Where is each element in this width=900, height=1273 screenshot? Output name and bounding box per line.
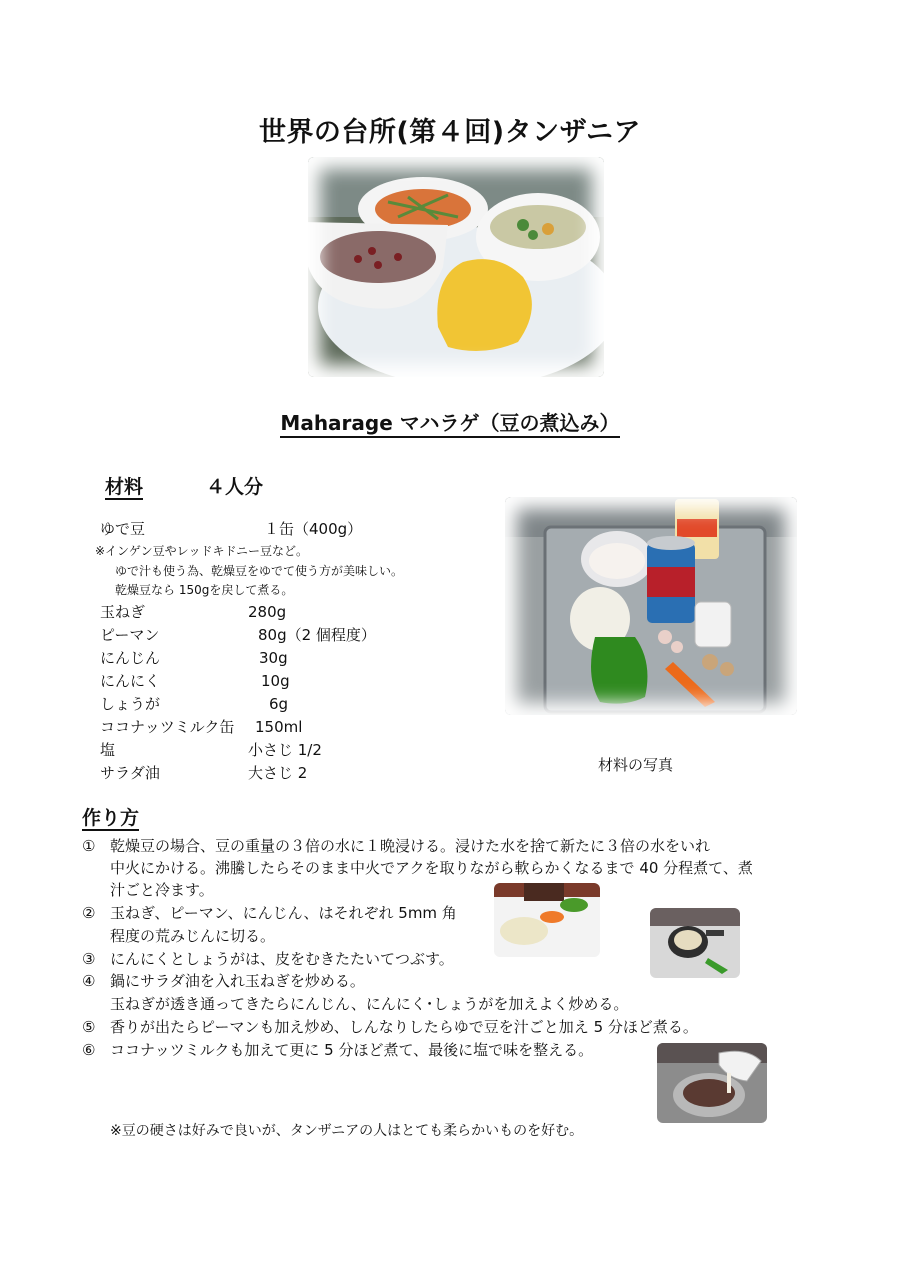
step-text: ココナッツミルクも加えて更に 5 分ほど煮て、最後に塩で味を整える。 bbox=[110, 1041, 594, 1059]
ingredient-qty: 小さじ 1/2 bbox=[248, 741, 322, 759]
step-number: ⑤ bbox=[82, 1018, 96, 1036]
ingredient-name: しょうが bbox=[100, 695, 161, 713]
bean-note: ※インゲン豆やレッドキドニー豆など。 bbox=[95, 544, 308, 558]
ingredients-heading: 材料 bbox=[105, 476, 144, 498]
bean-note: 乾燥豆なら 150gを戻して煮る。 bbox=[115, 583, 294, 597]
method-heading: 作り方 bbox=[82, 807, 140, 829]
ingredient-qty: 150ml bbox=[255, 718, 303, 736]
step-number: ② bbox=[82, 904, 96, 922]
step-number: ③ bbox=[82, 950, 96, 968]
step-text: にんにくとしょうがは、皮をむきたたいてつぶす。 bbox=[110, 950, 454, 968]
step-number: ⑥ bbox=[82, 1041, 96, 1059]
dish-photo bbox=[308, 157, 604, 377]
ingredient-name: ココナッツミルク缶 bbox=[100, 718, 235, 736]
ingredient-qty: 6g bbox=[269, 695, 289, 713]
ingredient-qty: １缶（400g） bbox=[264, 520, 363, 538]
step-text: 香りが出たらピーマンも加え炒め、しんなりしたらゆで豆を汁ごと加え 5 分ほど煮る。 bbox=[110, 1018, 698, 1036]
footnote: ※豆の硬さは好みで良いが、タンザニアの人はとても柔らかいものを好む。 bbox=[110, 1123, 584, 1139]
step-number: ① bbox=[82, 837, 96, 855]
step-text: 玉ねぎ、ピーマン、にんじん、はそれぞれ 5mm 角 bbox=[110, 904, 457, 922]
step-number: ④ bbox=[82, 972, 96, 990]
pouring-coconut-milk-photo bbox=[657, 1043, 767, 1123]
ingredient-name: ゆで豆 bbox=[100, 520, 146, 538]
step-text: 程度の荒みじんに切る。 bbox=[110, 927, 276, 945]
step-text: 中火にかける。沸騰したらそのまま中火でアクを取りながら軟らかくなるまで 40 分程煮て、煮 bbox=[110, 859, 753, 877]
bean-note: ゆで汁も使う為、乾燥豆をゆでて使う方が美味しい。 bbox=[115, 564, 404, 578]
page-title: 世界の台所(第４回)タンザニア bbox=[258, 117, 642, 148]
ingredient-name: にんじん bbox=[100, 649, 161, 667]
step-text: 汁ごと冷ます。 bbox=[110, 881, 214, 899]
step-text: 鍋にサラダ油を入れ玉ねぎを炒める。 bbox=[110, 972, 365, 990]
ingredient-qty: 30g bbox=[259, 649, 288, 667]
ingredient-qty: 10g bbox=[261, 672, 290, 690]
ingredient-qty: 大さじ 2 bbox=[248, 764, 308, 782]
ingredient-qty: 280g bbox=[248, 603, 287, 621]
ingredient-name: 玉ねぎ bbox=[100, 603, 146, 621]
step-text: 乾燥豆の場合、豆の重量の３倍の水に１晩浸ける。浸けた水を捨て新たに３倍の水をいれ bbox=[110, 837, 711, 855]
step-text: 玉ねぎが透き通ってきたらにんじん、にんにく･しょうがを加えよく炒める。 bbox=[110, 995, 629, 1013]
servings: ４人分 bbox=[206, 476, 264, 498]
ingredient-name: にんにく bbox=[100, 672, 161, 690]
ingredient-name: ピーマン bbox=[100, 626, 160, 644]
ingredient-name: 塩 bbox=[100, 741, 116, 759]
chopped-vegetables-photo bbox=[494, 883, 600, 957]
ingredients-photo bbox=[505, 497, 797, 715]
crushed-garlic-ginger-photo bbox=[650, 908, 740, 978]
ingredient-qty: 80g（2 個程度） bbox=[258, 626, 376, 644]
dish-name: Maharage マハラゲ（豆の煮込み） bbox=[0, 407, 900, 436]
ingredient-name: サラダ油 bbox=[100, 764, 160, 782]
ingredients-photo-caption: 材料の写真 bbox=[598, 756, 674, 774]
